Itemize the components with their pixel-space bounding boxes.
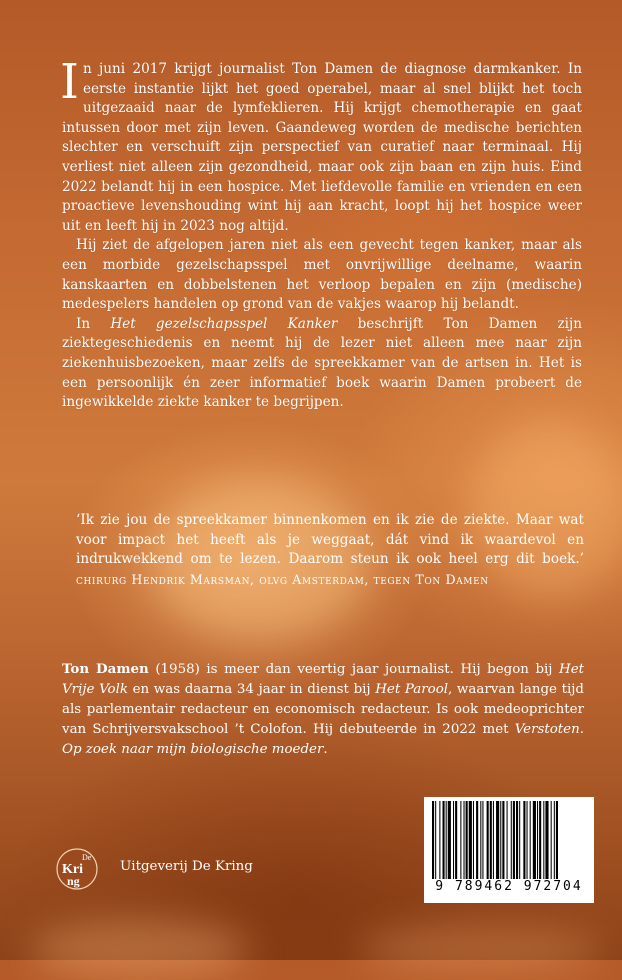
barcode-bar	[473, 801, 474, 879]
svg-text:Kri: Kri	[62, 862, 83, 877]
bokeh-light	[30, 920, 250, 980]
author-bio: Ton Damen (1958) is meer dan veertig jaar journalist. Hij begon bij Het Vrije Volk en was daarna 34 jaar in dienst bij Het Parool, waarvan lange tijd als parlementair redacteur en economisch redacteur. Is ook medeoprichter van Schrijversvakschool ’t Colofon. Hij debuteerde in 2022 met Verstoten. Op zoek naar mijn biologische moeder.	[62, 661, 584, 757]
book-title: Het gezelschapsspel Kanker	[110, 315, 338, 332]
barcode-bar	[502, 801, 504, 879]
barcode-bar	[453, 801, 454, 879]
barcode-bar	[523, 801, 525, 879]
blurb	[60, 54, 582, 413]
barcode-bar	[464, 801, 465, 879]
barcode-bar	[493, 801, 494, 879]
barcode-bar	[519, 801, 520, 879]
barcode-bar	[487, 801, 489, 879]
debut-title: Verstoten. Op zoek naar mijn biologische moeder	[62, 722, 584, 757]
barcode-bar	[507, 801, 508, 879]
barcode-bar	[530, 801, 531, 879]
svg-text:De: De	[82, 853, 92, 862]
barcode-bar	[490, 801, 492, 879]
barcode-bar	[527, 801, 528, 879]
blurb-paragraph-3: In Het gezelschapsspel Kanker beschrijft Ton Damen zijn ziektegeschiedenis en neemt hij de lezer niet alleen mee naar zijn ziekenhuisbezoeken, maar zelfs de spreekkamer van de artsen in. Het is een persoonlijk én zeer informatief boek waarin Damen probeert de ingewikkelde ziekte kanker te begrijpen.	[62, 315, 582, 411]
barcode-bar	[476, 801, 478, 879]
barcode-bar	[446, 801, 447, 879]
barcode-bar	[511, 801, 512, 879]
barcode-bar	[500, 801, 501, 879]
barcode-bar	[543, 801, 544, 879]
barcode-bars-icon	[430, 801, 588, 879]
barcode-bar	[545, 801, 548, 879]
barcode-bar	[539, 801, 541, 879]
barcode-bar	[466, 801, 468, 879]
endorsement-quote: ‘Ik zie jou de spreekkamer binnenkomen en ik zie de ziekte. Maar wat voor impact het heeft als je weggaat, dát vind ik waardevol en indrukwekkend om te lezen. Daarom steun ik ook heel erg dit boek.’ chirurg Hendrik Marsman, olvg Amsterdam, tegen Ton Damen	[76, 512, 584, 587]
blurb-paragraph-2: Hij ziet de afgelopen jaren niet als een gevecht tegen kanker, maar als een morbide gezelschapsspel met onvrijwillige deelname, waarin kanskaarten en dobbelstenen het verloop bepalen en zijn (medische) medespelers handelen op grond van de vakjes waarop hij belandt.	[62, 237, 582, 313]
publisher-logo	[56, 848, 98, 890]
barcode-bar	[432, 801, 434, 879]
barcode-bar	[448, 801, 451, 879]
barcode-bar	[443, 801, 445, 879]
barcode-bar	[533, 801, 536, 879]
barcode-bar	[551, 801, 552, 879]
svg-text:ng: ng	[67, 874, 80, 888]
bokeh-light	[360, 925, 600, 975]
barcode-bar	[455, 801, 457, 879]
drop-cap: I	[60, 54, 79, 110]
barcode-bar	[439, 801, 440, 879]
barcode-bar	[482, 801, 483, 879]
quote-attribution: chirurg Hendrik Marsman, olvg Amsterdam, tegen Ton Damen	[76, 571, 489, 587]
barcode-bar	[556, 801, 558, 879]
isbn-number: 9 789462 972704	[435, 879, 583, 894]
barcode-bar	[480, 801, 481, 879]
barcode-bar	[496, 801, 499, 879]
barcode	[424, 797, 594, 903]
publisher-name: Uitgeverij De Kring	[120, 859, 253, 874]
author-name: Ton Damen	[62, 661, 149, 677]
barcode-bar	[516, 801, 518, 879]
barcode-bar	[469, 801, 472, 879]
barcode-bar	[554, 801, 555, 879]
barcode-bar	[435, 801, 436, 879]
barcode-bar	[537, 801, 538, 879]
kring-logo-icon	[56, 848, 98, 890]
barcode-bar	[460, 801, 461, 879]
barcode-bar	[513, 801, 515, 879]
blurb-paragraph-1: In juni 2017 krijgt journalist Ton Damen de diagnose darmkanker. In eerste instantie lijkt het goed operabel, maar al snel blijkt het toch uitgezaaid naar de lymfeklieren. Hij krijgt chemotherapie en gaat intussen door met zijn leven. Gaandeweg worden de medische berichten slechter en verschuift zijn perspectief van curatief naar terminaal. Hij verliest niet alleen zijn gezondheid, maar ook zijn baan en zijn huis. Eind 2022 belandt hij in een hospice. Met liefdevolle familie en vrienden en een proactieve levenshouding wint hij aan kracht, loopt hij het hospice weer uit en leeft hij in 2023 nog altijd.	[60, 54, 582, 234]
